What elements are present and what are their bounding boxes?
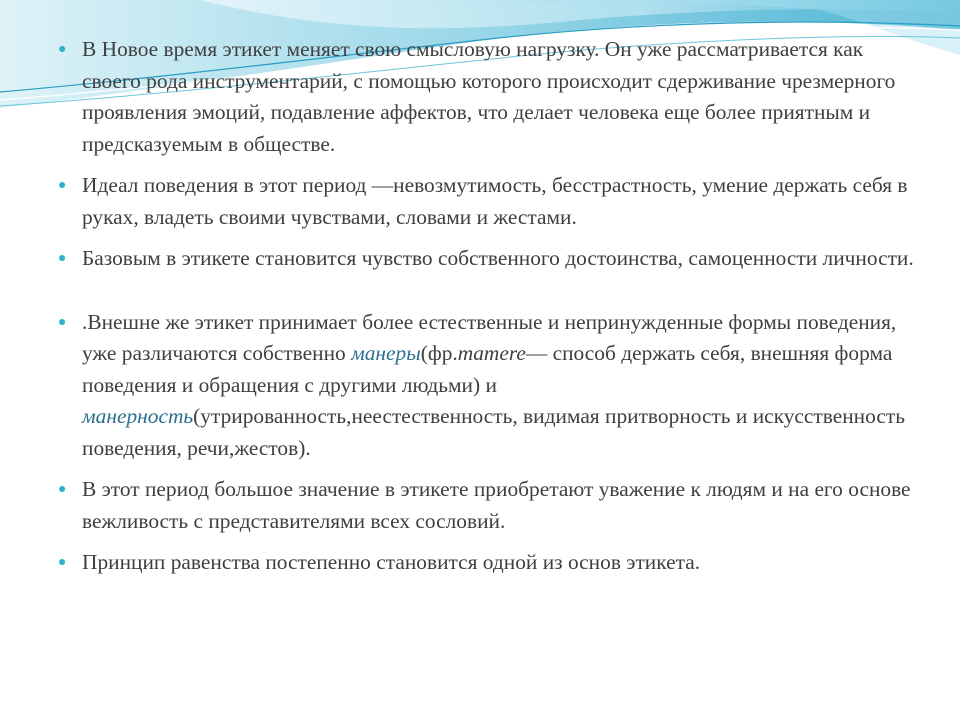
round-bullet-icon: ●	[58, 251, 67, 266]
bullet-text-part: .Внешне же этикет принимает более естественные и непринужденные формы поведения, уже различаются собственно	[82, 309, 897, 365]
slide-body	[58, 34, 918, 589]
foreign-word: maтere	[457, 341, 526, 365]
round-bullet-icon: ●	[58, 178, 67, 193]
bullet-text: Базовым в этикете становится чувство собственного достоинства, самоценности личности.	[82, 246, 914, 270]
bullet-item	[58, 243, 918, 275]
round-bullet-icon: ●	[58, 482, 67, 497]
bullet-text-part: (фр.	[420, 341, 458, 365]
bullet-item	[58, 474, 918, 537]
bullet-item	[58, 34, 918, 160]
bullet-text: Идеал поведения в этот период —невозмутимость, бесстрастность, умение держать себя в руках, владеть своими чувствами, словами и жестами.	[82, 173, 908, 229]
term-manners: манеры	[351, 341, 421, 365]
term-mannerism: манерность	[82, 404, 194, 428]
bullet-text-part: — способ держать себя, внешняя форма поведения и обращения с другими людьми) и	[82, 341, 893, 397]
bullet-text: Принцип равенства постепенно становится одной из основ этикета.	[82, 550, 701, 574]
round-bullet-icon: ●	[58, 555, 67, 570]
bullet-text-part: (утрированность,неестественность, видимая притворность и искусственность поведения, речи,жестов).	[82, 404, 905, 460]
bullet-item	[58, 170, 918, 233]
bullet-text: В Новое время этикет меняет свою смысловую нагрузку. Он уже рассматривается как своего рода инструментарий, с помощью которого происходит сдерживание чрезмерного проявления эмоций, подавление аффектов, что делает человека еще более приятным и предсказуемым в обществе.	[82, 37, 896, 156]
round-bullet-icon: ●	[58, 314, 67, 330]
bullet-text: В этот период большое значение в этикете приобретают уважение к людям и на его основе вежливость с представителями всех сословий.	[82, 477, 911, 533]
round-bullet-icon: ●	[58, 42, 67, 57]
bullet-item	[58, 547, 918, 579]
bullet-item	[58, 307, 918, 465]
